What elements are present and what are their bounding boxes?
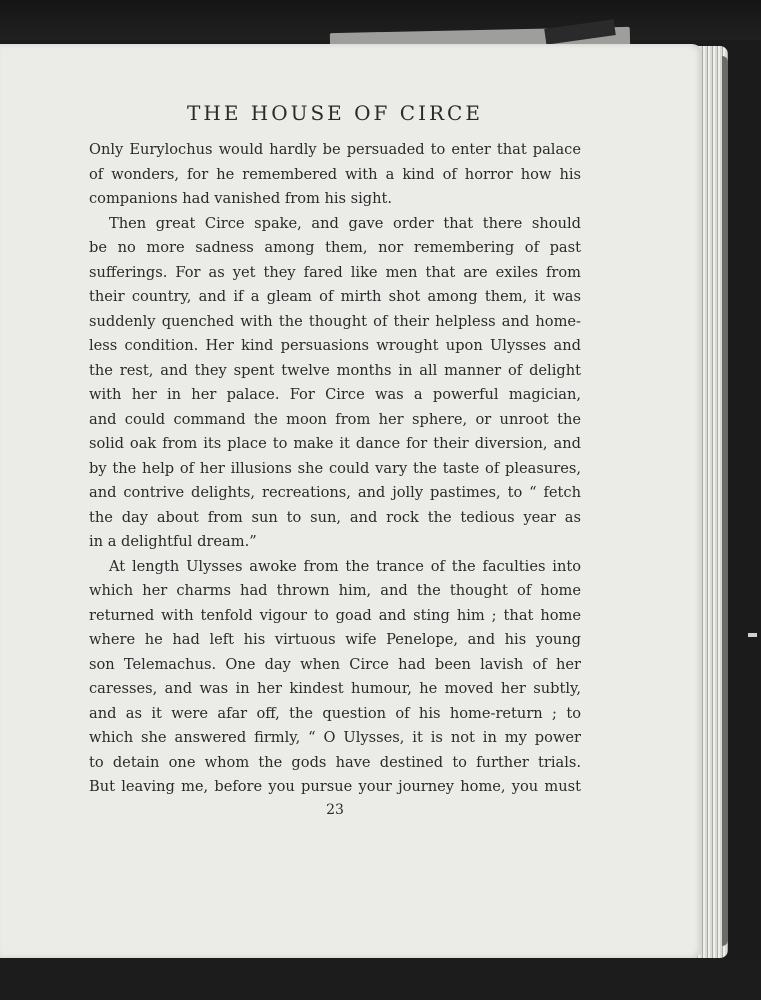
text-line: by the help of her illusions she could vary the taste of pleasures, (89, 459, 581, 477)
text-line: their country, and if a gleam of mirth shot among them, it was (89, 288, 581, 305)
text-line: which she answered firmly, “ O Ulysses, it is not in my power (89, 729, 581, 746)
text-line: At length Ulysses awoke from the trance of the faculties into (109, 557, 581, 575)
text-line: in a delightful dream.” (89, 533, 257, 550)
text-line: son Telemachus. One day when Circe had been lavish of her (89, 655, 581, 673)
text-line: and contrive delights, recreations, and jolly pastimes, to “ fetch (89, 484, 581, 501)
running-header: THE HOUSE OF CIRCE (187, 101, 483, 125)
text-line: which her charms had thrown him, and the thought of home (89, 582, 581, 599)
text-line: Then great Circe spake, and gave order that there should (109, 214, 581, 232)
body-text (89, 138, 581, 800)
page-edge-shadow (722, 56, 728, 946)
text-line: sufferings. For as yet they fared like men that are exiles from (89, 263, 581, 281)
text-line: less condition. Her kind persuasions wrought upon Ulysses and (89, 337, 581, 354)
text-line: of wonders, for he remembered with a kind of horror how his (89, 165, 581, 183)
text-line: be no more sadness among them, nor remembering of past (89, 239, 581, 256)
text-line: and as it were afar off, the question of his home-return ; to (89, 704, 581, 722)
text-line: with her in her palace. For Circe was a powerful magician, (89, 386, 581, 403)
text-line: caresses, and was in her kindest humour, he moved her subtly, (89, 680, 581, 697)
scan-margin-mark (748, 633, 757, 637)
text-line: the rest, and they spent twelve months in all manner of delight (89, 361, 581, 379)
text-line: the day about from sun to sun, and rock the tedious year as (89, 508, 581, 526)
text-line: solid oak from its place to make it dance for their diversion, and (89, 435, 581, 452)
text-line: suddenly quenched with the thought of their helpless and home- (89, 312, 581, 330)
text-line: Only Eurylochus would hardly be persuaded to enter that palace (89, 141, 581, 158)
page-number: 23 (326, 802, 344, 818)
text-line: companions had vanished from his sight. (89, 190, 393, 207)
text-line: But leaving me, before you pursue your journey home, you must (89, 778, 581, 795)
text-line: to detain one whom the gods have destined to further trials. (89, 753, 581, 771)
text-line: and could command the moon from her sphere, or unroot the (89, 410, 581, 428)
scan-background-bottom (0, 958, 761, 1000)
text-line: returned with tenfold vigour to goad and sting him ; that home (89, 606, 581, 624)
text-line: where he had left his virtuous wife Penelope, and his young (89, 631, 581, 648)
